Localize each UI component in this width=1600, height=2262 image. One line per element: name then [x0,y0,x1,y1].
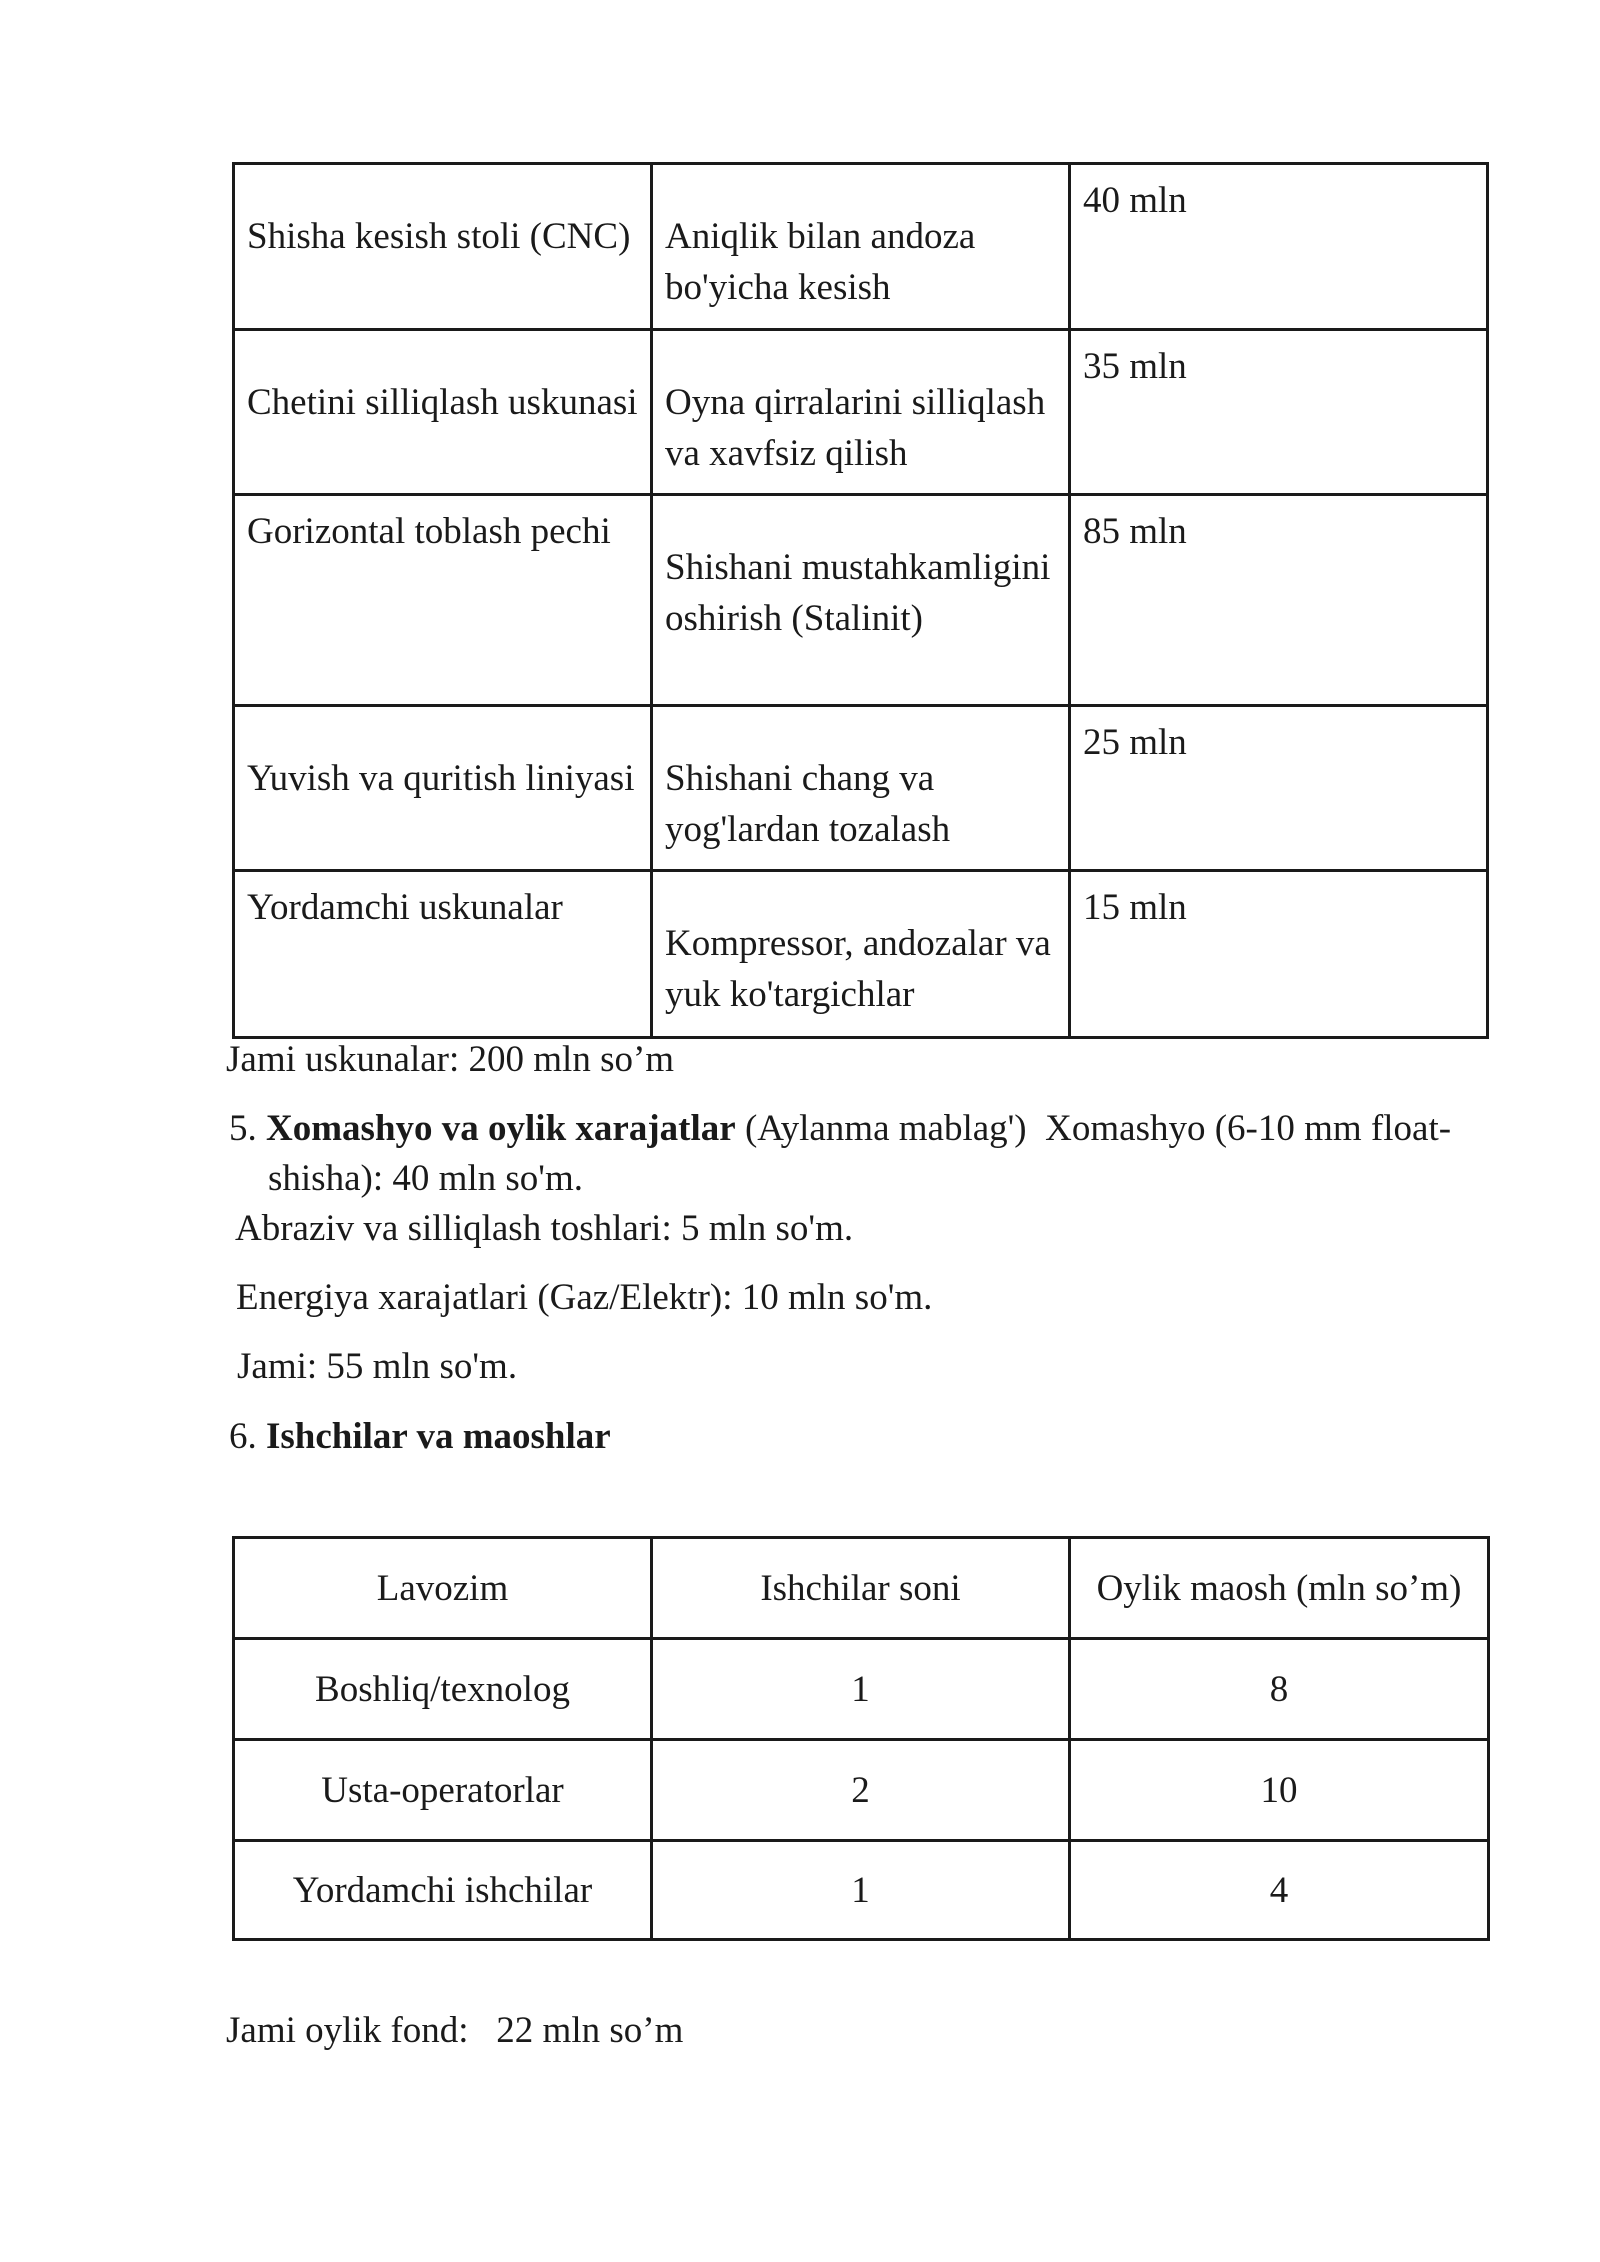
section-title: Xomashyo va oylik xarajatlar [266,1108,736,1149]
equipment-name: Chetini silliqlash uskunasi [247,382,638,423]
section-title: Ishchilar va maoshlar [266,1416,611,1457]
table-row [234,1639,1489,1740]
equipment-purpose-cell [652,871,1070,1038]
table-header-row [234,1538,1489,1639]
energy-line: Energiya xarajatlari (Gaz/Elektr): 10 mln so'm. [236,1277,933,1318]
table-row [234,330,1488,495]
section-5-total: Jami: 55 mln so'm. [237,1346,518,1387]
equipment-price: 40 mln [1083,180,1187,221]
raw-material-line: Xomashyo (6-10 mm float- [1045,1108,1452,1149]
equipment-price-cell [1070,871,1488,1038]
table-row [234,706,1488,871]
equipment-name: Gorizontal toblash pechi [247,511,611,552]
role-cell: Yordamchi ishchilar [234,1841,652,1940]
equipment-purpose: Oyna qirralarini silliqlash va xavfsiz qilish [665,382,1046,474]
equipment-price: 15 mln [1083,887,1187,928]
raw-material-line-2: shisha): 40 mln so'm. [268,1158,584,1199]
equipment-name-cell [234,330,652,495]
table-row [234,871,1488,1038]
equipment-name-cell [234,164,652,330]
section-subtitle: (Aylanma mablag') [744,1108,1027,1149]
salary-fund-label: Jami oylik fond: [226,2010,469,2051]
equipment-table [232,162,1489,1039]
equipment-name-cell [234,706,652,871]
equipment-purpose-cell [652,495,1070,706]
section-number: 5. [229,1108,257,1149]
role-cell: Usta-operatorlar [234,1740,652,1841]
equipment-total: Jami uskunalar: 200 mln so’m [226,1039,675,1080]
equipment-name: Yuvish va quritish liniyasi [247,758,635,799]
equipment-purpose: Kompressor, andozalar va yuk ko'targichlar [665,923,1051,1015]
table-row [234,1740,1489,1841]
section-5-heading [229,1104,1451,1154]
equipment-name-cell [234,495,652,706]
equipment-purpose-cell [652,164,1070,330]
salary-cell: 8 [1070,1639,1489,1740]
salary-fund [226,2006,683,2056]
salary-fund-value: 22 mln so’m [496,2010,684,2051]
section-number: 6. [229,1416,257,1457]
equipment-price-cell [1070,330,1488,495]
equipment-purpose: Aniqlik bilan andoza bo'yicha kesish [665,216,976,308]
equipment-purpose: Shishani chang va yog'lardan tozalash [665,758,951,850]
equipment-price-cell [1070,495,1488,706]
equipment-price: 35 mln [1083,346,1187,387]
abrasive-line: Abraziv va silliqlash toshlari: 5 mln so'm. [235,1208,854,1249]
header-salary: Oylik maosh (mln so’m) [1070,1538,1489,1639]
equipment-price-cell [1070,706,1488,871]
count-cell: 1 [652,1841,1070,1940]
salary-cell: 4 [1070,1841,1489,1940]
equipment-purpose-cell [652,706,1070,871]
count-cell: 2 [652,1740,1070,1841]
equipment-name-cell [234,871,652,1038]
equipment-price-cell [1070,164,1488,330]
equipment-name: Yordamchi uskunalar [247,887,563,928]
staff-table [232,1536,1490,1941]
count-cell: 1 [652,1639,1070,1740]
table-row [234,1841,1489,1940]
header-role: Lavozim [234,1538,652,1639]
section-6-heading [229,1412,611,1462]
equipment-name: Shisha kesish stoli (CNC) [247,216,631,257]
table-row [234,164,1488,330]
equipment-price: 85 mln [1083,511,1187,552]
header-count: Ishchilar soni [652,1538,1070,1639]
role-cell: Boshliq/texnolog [234,1639,652,1740]
equipment-price: 25 mln [1083,722,1187,763]
equipment-purpose: Shishani mustahkamligini oshirish (Stalinit) [665,547,1051,639]
table-row [234,495,1488,706]
salary-cell: 10 [1070,1740,1489,1841]
equipment-purpose-cell [652,330,1070,495]
